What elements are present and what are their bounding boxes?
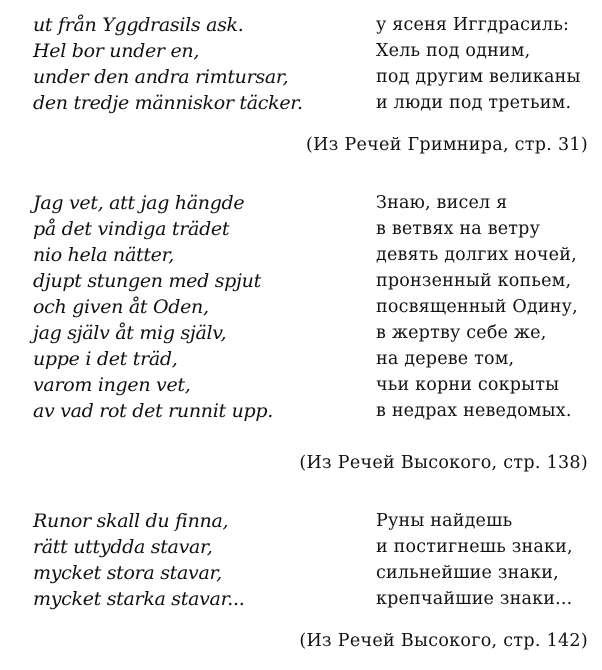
swedish-line: ut från Yggdrasils ask.	[33, 14, 244, 36]
swedish-line: Runor skall du finna,	[33, 510, 229, 532]
russian-line: девять долгих ночей,	[376, 245, 577, 265]
russian-line: Знаю, висел я	[376, 193, 508, 213]
russian-line: чьи корни сокрыты	[376, 375, 560, 395]
swedish-line: djupt stungen med spjut	[33, 270, 261, 292]
russian-line: в ветвях на ветру	[376, 219, 541, 239]
swedish-line: den tredje människor täcker.	[33, 92, 303, 114]
swedish-line: Hel bor under en,	[33, 40, 200, 62]
swedish-line: varom ingen vet,	[33, 374, 191, 396]
russian-line: и люди под третьим.	[376, 93, 572, 113]
citation: (Из Речей Высокого, стр. 142)	[299, 631, 588, 651]
swedish-line: rätt uttydda stavar,	[33, 536, 213, 558]
swedish-line: av vad rot det runnit upp.	[33, 400, 273, 422]
swedish-line: uppe i det träd,	[33, 348, 178, 370]
swedish-line: Jag vet, att jag hängde	[33, 192, 245, 214]
russian-line: крепчайшие знаки...	[376, 589, 573, 609]
swedish-line: nio hela nätter,	[33, 244, 175, 266]
russian-line: и постигнешь знаки,	[376, 537, 573, 557]
citation: (Из Речей Гримнира, стр. 31)	[306, 135, 588, 155]
swedish-line: under den andra rimtursar,	[33, 66, 289, 88]
russian-line: пронзенный копьем,	[376, 271, 572, 291]
russian-line: посвященный Одину,	[376, 297, 578, 317]
swedish-line: och given åt Oden,	[33, 296, 209, 318]
russian-line: у ясеня Иггдрасиль:	[376, 15, 570, 35]
russian-line: на дереве том,	[376, 349, 515, 369]
swedish-line: mycket stora stavar,	[33, 562, 222, 584]
swedish-line: på det vindiga trädet	[33, 218, 230, 240]
russian-line: под другим великаны	[376, 67, 581, 87]
russian-line: в жертву себе же,	[376, 323, 547, 343]
russian-line: Руны найдешь	[376, 511, 513, 531]
swedish-line: mycket starka stavar...	[33, 588, 245, 610]
russian-line: Хель под одним,	[376, 41, 531, 61]
russian-line: в недрах неведомых.	[376, 401, 572, 421]
russian-line: сильнейшие знаки,	[376, 563, 559, 583]
citation: (Из Речей Высокого, стр. 138)	[299, 453, 588, 473]
swedish-line: jag själv åt mig själv,	[33, 322, 227, 344]
